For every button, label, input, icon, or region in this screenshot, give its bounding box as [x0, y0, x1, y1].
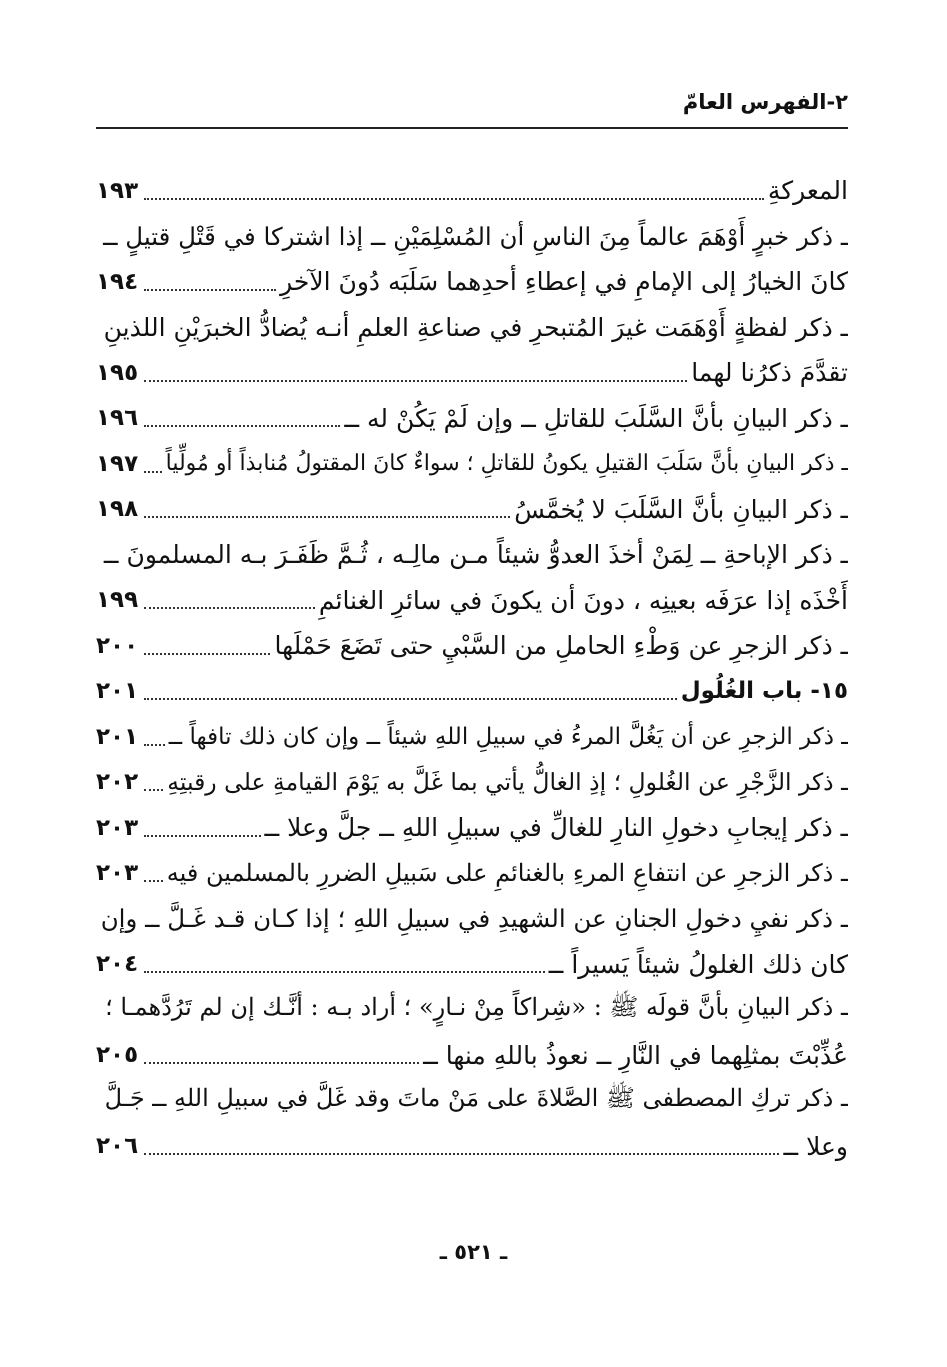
dot-leader	[144, 971, 545, 973]
dot-leader	[144, 516, 510, 518]
entry-page-number: ٢٠٢	[96, 769, 139, 796]
entry-page-number: ٢٠٠	[96, 632, 139, 659]
index-entries	[96, 168, 848, 1169]
entry-text: ـ ذكر خبرٍ أَوْهَمَ عالماً مِنَ الناسِ أن المُسْلِمَيْنِ ــ إذا اشتركا في قَتْلِ قتيلٍ ــ	[103, 221, 848, 251]
entry-text: أَخْذَه إذا عرَفَه بعينِه ، دونَ أن يكونَ في سائرِ الغنائمِ	[318, 585, 848, 615]
index-entry	[96, 760, 848, 806]
dot-leader	[144, 1153, 779, 1155]
index-entry	[96, 623, 848, 669]
entry-page-number: ١٩٨	[96, 496, 139, 523]
running-header	[96, 88, 848, 124]
entry-page-number: ٢٠١	[96, 678, 139, 705]
dot-leader	[144, 744, 165, 746]
index-entry	[96, 987, 848, 1033]
entry-page-number: ١٩٩	[96, 587, 139, 614]
entry-text: المعركةِ	[767, 176, 848, 206]
dot-leader	[144, 471, 162, 473]
entry-text: عُذِّبْتَ بمثلِهما في النَّارِ ــ نعوذُ باللهِ منها ــ	[423, 1040, 848, 1070]
entry-text: ـ ذكر الزجرِ عن وَطْءِ الحاملِ من السَّبْيِ حتى تَضَعَ حَمْلَها	[274, 631, 848, 661]
index-entry	[96, 714, 848, 760]
entry-text: ـ ذكر نفيِ دخولِ الجنانِ عن الشهيدِ في سبيلِ اللهِ ؛ إذا كـان قـد غَـلَّ ــ وإن	[100, 904, 848, 934]
entry-page-number: ١٩٦	[96, 405, 139, 432]
entry-page-number: ١٩٧	[96, 450, 139, 477]
dot-leader	[144, 425, 340, 427]
dot-leader	[144, 607, 315, 609]
entry-text: كان ذلك الغلولُ شيئاً يَسيراً ــ	[548, 949, 848, 979]
index-entry	[96, 396, 848, 442]
entry-page-number: ٢٠٦	[96, 1133, 139, 1160]
dot-leader	[144, 198, 764, 200]
index-entry	[96, 805, 848, 851]
index-entry	[96, 305, 848, 351]
dot-leader	[144, 380, 687, 382]
entry-text: تقدَّمَ ذكرُنا لهما	[691, 358, 848, 388]
entry-text: كانَ الخيارُ إلى الإمامِ في إعطاءِ أحدِهما سَلَبَه دُونَ الآخرِ	[280, 267, 848, 297]
entry-text: ـ ذكر البيانِ بأنَّ قولَه ﷺ : «شِراكاً مِنْ نـارٍ» ؛ أراد بـه : أنَّـك إن لم تَرُدَّهمـا ؛	[105, 993, 848, 1022]
entry-page-number: ١٩٤	[96, 268, 139, 295]
dot-leader	[144, 698, 677, 700]
entry-text: ـ ذكر الزَّجْرِ عن الغُلولِ ؛ إذِ الغالُّ يأتي بما غَلَّ به يَوْمَ القيامةِ على رقبتِهِ	[167, 768, 848, 797]
index-entry	[96, 259, 848, 305]
entry-page-number: ٢٠٤	[96, 951, 139, 978]
index-entry	[96, 441, 848, 487]
entry-text: ـ ذكر تركِ المصطفى ﷺ الصَّلاةَ على مَنْ ماتَ وقد غَلَّ في سبيلِ اللهِ ــ جَـلَّ	[104, 1084, 848, 1113]
entry-text: وعلا ــ	[783, 1131, 848, 1161]
index-entry	[96, 168, 848, 214]
index-entry	[96, 896, 848, 942]
entry-text: ـ ذكر إيجابِ دخولِ النارِ للغالِّ في سبيلِ اللهِ ــ جلَّ وعلا ــ	[264, 813, 848, 843]
index-entry	[96, 942, 848, 988]
entry-page-number: ٢٠٣	[96, 814, 139, 841]
entry-text: ـ ذكر البيانِ بأنَّ السَّلَبَ لا يُخمَّسُ	[514, 494, 848, 524]
entry-text: ـ ذكر البيانِ بأنَّ سَلَبَ القتيلِ يكونُ للقاتلِ ؛ سواءٌ كانَ المقتولُ مُنابذاً أو مُولِّياً	[165, 451, 848, 477]
index-entry	[96, 1124, 848, 1170]
entry-page-number: ١٩٣	[96, 177, 139, 204]
dot-leader	[144, 1062, 419, 1064]
index-entry	[96, 1033, 848, 1079]
header-title: ٢-الفهرس العامّ	[682, 90, 848, 114]
entry-text: ـ ذكر البيانِ بأنَّ السَّلَبَ للقاتلِ ــ وإن لَمْ يَكُنْ له ــ	[344, 403, 848, 433]
index-entry	[96, 532, 848, 578]
dot-leader	[144, 653, 270, 655]
entry-page-number: ٢٠١	[96, 723, 139, 750]
entry-page-number: ٢٠٣	[96, 860, 139, 887]
dot-leader	[144, 789, 163, 791]
entry-text: ـ ذكر لفظةٍ أَوْهَمَت غيرَ المُتبحرِ في صناعةِ العلمِ أنـه يُضادُّ الخبرَيْنِ اللذينِ	[103, 312, 848, 342]
index-entry	[96, 1078, 848, 1124]
index-entry	[96, 578, 848, 624]
index-entry	[96, 214, 848, 260]
index-entry	[96, 487, 848, 533]
entry-page-number: ١٩٥	[96, 359, 139, 386]
entry-text: ـ ذكر الإباحةِ ــ لِمَنْ أخذَ العدوُّ شيئاً مـن مالِـه ، ثُـمَّ ظَفَـرَ بـه المسلمونَ ــ	[103, 540, 848, 570]
entry-text: ـ ذكر الزجرِ عن انتفاعِ المرءِ بالغنائمِ على سَبيلِ الضررِ بالمسلمين فيه	[166, 859, 848, 888]
dot-leader	[144, 835, 261, 837]
dot-leader	[144, 880, 163, 882]
page-number: ـ ٥٢١ ـ	[439, 1240, 508, 1264]
entry-text: ١٥- باب الغُلُول	[680, 678, 848, 705]
index-entry	[96, 851, 848, 897]
entry-text: ـ ذكر الزجرِ عن أن يَغُلَّ المرءُ في سبيلِ اللهِ شيئاً ــ وإن كان ذلك تافهاً ــ	[168, 723, 848, 750]
entry-page-number: ٢٠٥	[96, 1042, 139, 1069]
header-rule	[96, 127, 848, 129]
index-entry	[96, 350, 848, 396]
section-heading	[96, 669, 848, 715]
dot-leader	[144, 289, 276, 291]
